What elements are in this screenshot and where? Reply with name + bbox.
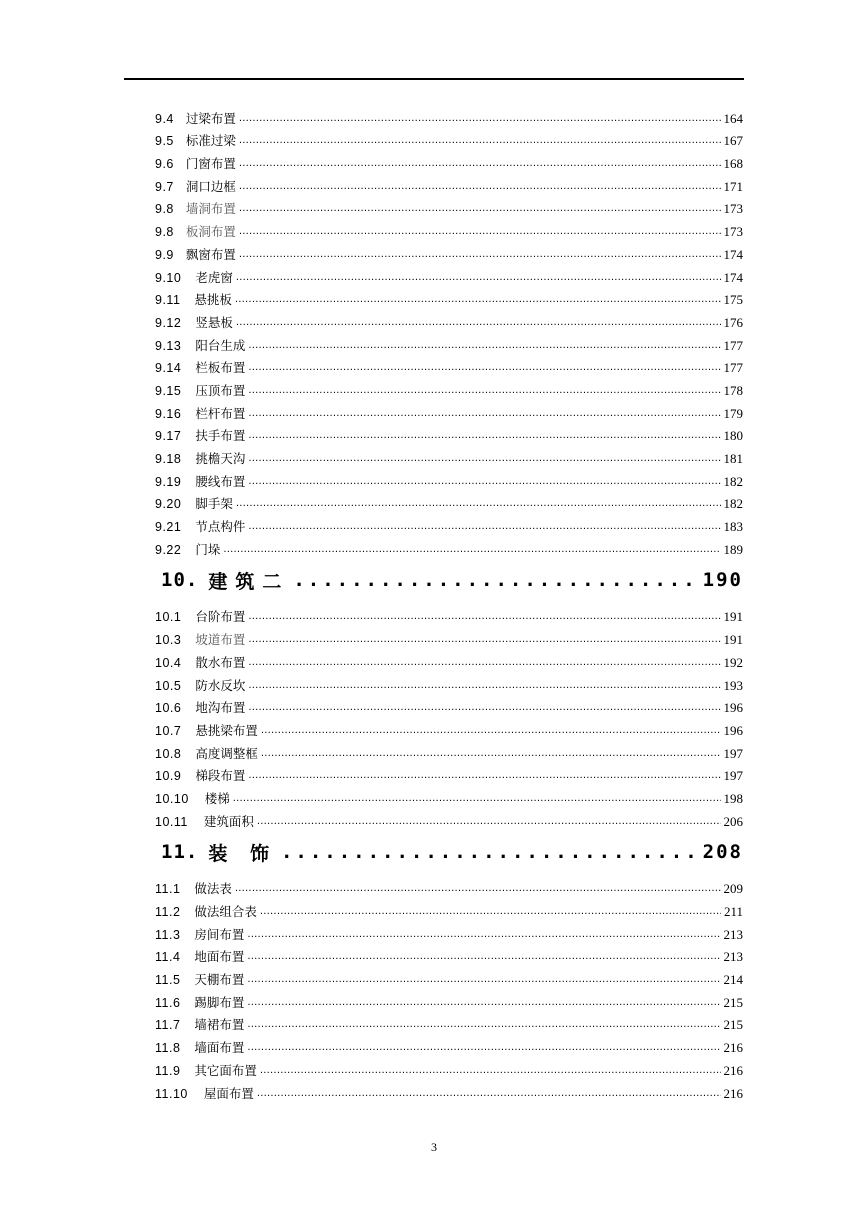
section-title: 踢脚布置 (194, 994, 245, 1010)
section-title: 栏杆布置 (195, 405, 246, 421)
dot-leader (247, 1019, 720, 1033)
dot-leader (261, 725, 721, 739)
section-number: 10.9 (155, 769, 182, 784)
section-title: 板洞布置 (185, 224, 236, 240)
section-title: 墙洞布置 (185, 201, 236, 217)
section-title: 楼梯 (204, 790, 230, 806)
section-title: 台阶布置 (195, 609, 246, 625)
section-page-number: 173 (723, 224, 743, 240)
dot-leader (236, 498, 721, 512)
section-title: 门垛 (195, 541, 221, 557)
dot-leader (239, 203, 721, 217)
section-page-number: 179 (723, 405, 743, 421)
toc-entry[interactable] (155, 376, 743, 399)
dot-leader (281, 841, 699, 863)
dot-leader (293, 569, 698, 591)
section-page-number: 196 (723, 722, 743, 738)
toc-entry[interactable] (155, 149, 743, 172)
dot-leader (247, 997, 720, 1011)
toc-entry[interactable] (155, 422, 743, 445)
section-title: 墙面布置 (194, 1040, 245, 1056)
section-number: 10.6 (155, 701, 182, 716)
section-page-number: 171 (723, 178, 743, 194)
section-number: 9.13 (155, 338, 182, 353)
section-title: 其它面布置 (194, 1062, 257, 1078)
toc-entry[interactable] (155, 1011, 743, 1034)
section-page-number: 198 (723, 790, 743, 806)
section-number: 11.2 (155, 905, 181, 919)
section-number: 9.7 (155, 179, 174, 194)
toc-entry[interactable] (155, 331, 743, 354)
chapter-title: 建筑二 (208, 570, 290, 593)
chapter-number: 11. (161, 841, 199, 864)
section-number: 9.20 (155, 497, 182, 512)
toc-entry[interactable] (155, 739, 743, 762)
section-title: 洞口边框 (185, 178, 236, 194)
dot-leader (248, 362, 720, 376)
dot-leader (239, 135, 721, 149)
section-title: 墙裙布置 (194, 1017, 245, 1033)
dot-leader (260, 1065, 721, 1079)
section-number: 10.1 (155, 610, 182, 625)
section-title: 脚手架 (195, 496, 233, 512)
toc-entry[interactable] (155, 1079, 743, 1102)
section-page-number: 197 (723, 768, 743, 784)
section-number: 10.8 (155, 746, 182, 761)
section-title: 屋面布置 (203, 1085, 254, 1101)
section-page-number: 209 (723, 881, 743, 897)
dot-leader (236, 317, 721, 331)
section-number: 10.7 (155, 723, 182, 738)
section-number: 10.11 (155, 814, 188, 829)
section-number: 10.10 (155, 791, 189, 806)
header-rule (124, 78, 744, 80)
section-page-number: 189 (723, 541, 743, 557)
section-number: 9.16 (155, 406, 182, 421)
toc-entry[interactable] (155, 807, 743, 830)
toc-chapter-heading[interactable] (161, 830, 743, 875)
toc-entry[interactable] (155, 127, 743, 150)
toc-entry[interactable] (155, 512, 743, 535)
section-page-number: 181 (723, 451, 743, 466)
dot-leader (248, 340, 720, 354)
section-page-number: 175 (723, 292, 743, 308)
section-number: 9.14 (155, 361, 182, 376)
dot-leader (239, 181, 721, 195)
section-title: 扶手布置 (195, 428, 246, 444)
section-number: 11.8 (155, 1041, 181, 1056)
section-title: 地面布置 (194, 949, 245, 965)
toc-entry[interactable] (155, 671, 743, 694)
toc-entry[interactable] (155, 648, 743, 671)
section-page-number: 215 (723, 994, 743, 1010)
section-page-number: 176 (723, 314, 743, 330)
section-title: 防水反坎 (195, 677, 246, 693)
section-number: 10.4 (155, 655, 182, 670)
section-page-number: 182 (723, 496, 743, 512)
section-title: 飘窗布置 (185, 246, 236, 262)
section-title: 挑檐天沟 (195, 451, 246, 466)
dot-leader (257, 816, 721, 830)
section-number: 9.21 (155, 520, 182, 535)
section-page-number: 216 (723, 1040, 743, 1056)
section-page-number: 214 (723, 972, 743, 988)
toc-entry[interactable] (155, 603, 743, 626)
section-title: 做法表 (194, 881, 232, 897)
section-number: 10.3 (155, 633, 182, 648)
dot-leader (248, 408, 720, 422)
section-page-number: 206 (723, 813, 743, 829)
section-page-number: 216 (723, 1062, 743, 1078)
section-number: 9.11 (155, 293, 181, 308)
dot-leader (236, 272, 721, 286)
section-page-number: 174 (723, 269, 743, 285)
section-title: 压顶布置 (195, 382, 246, 398)
section-title: 栏板布置 (195, 360, 246, 376)
toc-entry[interactable] (155, 263, 743, 286)
toc-entry[interactable] (155, 1056, 743, 1079)
dot-leader (235, 294, 721, 308)
dot-leader (247, 1042, 720, 1056)
page-number: 3 (431, 1140, 437, 1154)
toc-entry[interactable] (155, 240, 743, 263)
section-title: 建筑面积 (203, 813, 254, 829)
dot-leader (248, 521, 720, 535)
section-title: 做法组合表 (194, 904, 257, 919)
section-title: 悬挑板 (194, 292, 232, 308)
toc-entry[interactable] (155, 965, 743, 988)
section-title: 老虎窗 (195, 269, 233, 285)
toc-entry[interactable] (155, 286, 743, 309)
toc-entry[interactable] (155, 920, 743, 943)
section-page-number: 173 (723, 201, 743, 217)
section-title: 地沟布置 (195, 700, 246, 716)
section-number: 9.5 (155, 134, 174, 149)
dot-leader (239, 249, 721, 263)
dot-leader (239, 226, 721, 240)
section-number: 9.15 (155, 383, 182, 398)
section-number: 11.10 (155, 1086, 188, 1101)
dot-leader (247, 951, 720, 965)
dot-leader (248, 453, 720, 467)
dot-leader (248, 634, 720, 648)
section-number: 9.10 (155, 270, 182, 285)
section-number: 9.22 (155, 542, 182, 557)
dot-leader (248, 385, 720, 399)
section-number: 11.7 (155, 1018, 181, 1033)
section-title: 天棚布置 (194, 972, 245, 988)
section-title: 散水布置 (195, 654, 246, 670)
section-number: 9.17 (155, 429, 182, 444)
section-title: 竖悬板 (195, 314, 233, 330)
section-number: 9.6 (155, 157, 174, 172)
section-number: 9.19 (155, 474, 182, 489)
chapter-number: 10. (161, 569, 199, 592)
toc-entry[interactable] (155, 195, 743, 218)
section-page-number: 191 (723, 632, 743, 648)
section-page-number: 183 (723, 519, 743, 535)
dot-leader (248, 430, 720, 444)
dot-leader (257, 1088, 721, 1102)
dot-leader (248, 770, 720, 784)
section-page-number: 192 (723, 654, 743, 670)
section-number: 9.8 (155, 225, 174, 240)
section-page-number: 191 (723, 609, 743, 625)
section-title: 标准过梁 (185, 133, 236, 149)
section-number: 10.5 (155, 678, 182, 693)
section-page-number: 197 (723, 745, 743, 761)
section-page-number: 167 (723, 133, 743, 149)
toc-entry[interactable] (155, 354, 743, 377)
toc-entry[interactable] (155, 988, 743, 1011)
dot-leader (233, 793, 721, 807)
section-title: 门窗布置 (185, 156, 236, 172)
dot-leader (248, 702, 720, 716)
toc-entry[interactable] (155, 875, 743, 898)
dot-leader (248, 680, 720, 694)
chapter-page-number: 190 (702, 569, 743, 592)
section-title: 节点构件 (195, 519, 246, 535)
toc-chapter-heading[interactable] (161, 558, 743, 603)
section-number: 11.6 (155, 995, 181, 1010)
section-page-number: 213 (723, 926, 743, 942)
chapter-title: 装 饰 (208, 842, 277, 865)
section-page-number: 180 (723, 428, 743, 444)
section-number: 9.12 (155, 315, 182, 330)
section-page-number: 177 (723, 360, 743, 376)
toc-entry[interactable] (155, 943, 743, 966)
toc-entry[interactable] (155, 1033, 743, 1056)
section-page-number: 193 (723, 677, 743, 693)
toc-entry[interactable] (155, 172, 743, 195)
dot-leader (247, 929, 720, 943)
section-page-number: 216 (723, 1085, 743, 1101)
dot-leader (239, 113, 721, 127)
section-page-number: 213 (723, 949, 743, 965)
toc-entry[interactable] (155, 784, 743, 807)
section-number: 11.4 (155, 950, 181, 965)
dot-leader (260, 906, 721, 920)
section-page-number: 196 (723, 700, 743, 716)
toc-entry[interactable] (155, 897, 743, 920)
section-number: 9.9 (155, 247, 174, 262)
dot-leader (235, 883, 721, 897)
section-number: 9.8 (155, 202, 174, 217)
section-page-number: 164 (723, 110, 743, 126)
section-number: 11.1 (155, 882, 181, 897)
section-page-number: 177 (723, 337, 743, 353)
section-title: 梯段布置 (195, 768, 246, 784)
table-of-contents (155, 104, 743, 1102)
section-number: 9.4 (155, 111, 174, 126)
section-title: 高度调整框 (195, 745, 258, 761)
section-number: 11.3 (155, 927, 181, 942)
toc-entry[interactable] (155, 444, 743, 467)
section-number: 9.18 (155, 452, 182, 466)
toc-entry[interactable] (155, 694, 743, 717)
section-title: 坡道布置 (195, 632, 246, 648)
dot-leader (247, 974, 720, 988)
section-page-number: 168 (723, 156, 743, 172)
toc-entry[interactable] (155, 625, 743, 648)
section-number: 11.9 (155, 1063, 181, 1078)
toc-entry[interactable] (155, 762, 743, 785)
toc-entry[interactable] (155, 308, 743, 331)
toc-entry[interactable] (155, 399, 743, 422)
dot-leader (261, 748, 721, 762)
section-title: 腰线布置 (195, 473, 246, 489)
dot-leader (248, 476, 720, 490)
toc-entry[interactable] (155, 467, 743, 490)
section-page-number: 174 (723, 246, 743, 262)
dot-leader (248, 611, 720, 625)
toc-entry[interactable] (155, 104, 743, 127)
section-page-number: 215 (723, 1017, 743, 1033)
dot-leader (223, 544, 720, 558)
section-page-number: 178 (723, 382, 743, 398)
toc-entry[interactable] (155, 490, 743, 513)
dot-leader (248, 657, 720, 671)
chapter-page-number: 208 (702, 841, 743, 864)
toc-entry[interactable] (155, 716, 743, 739)
toc-entry[interactable] (155, 535, 743, 558)
section-title: 阳台生成 (195, 337, 246, 353)
section-title: 房间布置 (194, 926, 245, 942)
section-page-number: 211 (723, 904, 743, 919)
dot-leader (239, 158, 721, 172)
section-number: 11.5 (155, 973, 181, 988)
section-title: 悬挑梁布置 (195, 722, 258, 738)
toc-entry[interactable] (155, 217, 743, 240)
section-title: 过梁布置 (185, 110, 236, 126)
section-page-number: 182 (723, 473, 743, 489)
